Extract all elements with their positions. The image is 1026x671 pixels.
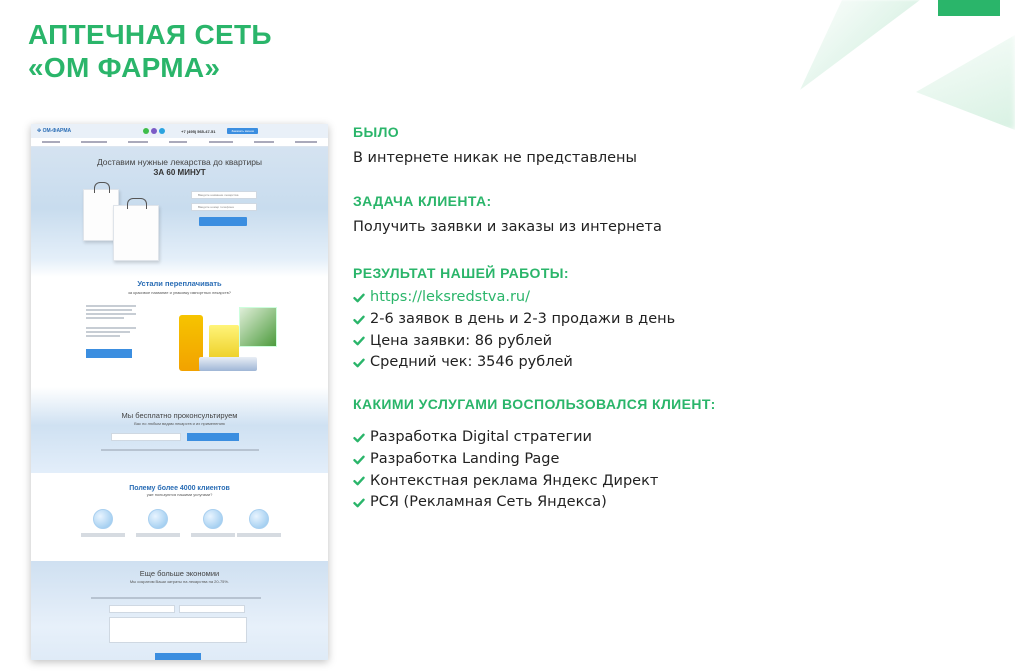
check-icon <box>353 314 365 326</box>
mock-consult-field <box>111 433 181 441</box>
result-item <box>353 352 675 374</box>
mock-stat-circle <box>148 509 168 529</box>
mock-phone: +7 (495) 565-47-51 <box>181 128 216 134</box>
decorative-triangle-left <box>800 0 920 90</box>
service-item-text: Контекстная реклама Яндекс Директ <box>370 472 659 489</box>
check-icon <box>353 292 365 304</box>
services-heading: КАКИМИ УСЛУГАМИ ВОСПОЛЬЗОВАЛСЯ КЛИЕНТ: <box>353 396 716 412</box>
mock-phone-field: Введите номер телефона <box>191 203 257 211</box>
task-heading: ЗАДАЧА КЛИЕНТА: <box>353 193 492 209</box>
mock-sec5-subtitle: Мы сократим Ваши затраты на лекарства на 20-75%. <box>129 579 230 584</box>
service-item <box>353 471 658 493</box>
check-icon <box>353 432 365 444</box>
mock-sec3-title: Мы бесплатно проконсультируем <box>121 411 238 420</box>
mock-savings-button <box>155 653 201 660</box>
service-item <box>353 492 658 514</box>
mock-header <box>31 124 328 138</box>
mock-sec4-title: Полему более 4000 клиентов <box>129 485 230 492</box>
mock-stat-circle <box>203 509 223 529</box>
service-item <box>353 449 658 471</box>
mock-nav-item <box>295 141 317 143</box>
service-item-text: РСЯ (Рекламная Сеть Яндекса) <box>370 494 607 511</box>
mock-savings-field <box>179 605 245 613</box>
service-item-text: Разработка Digital стратегии <box>370 429 592 445</box>
website-screenshot <box>31 124 328 660</box>
mock-product-box <box>239 307 277 347</box>
mock-stat-caption <box>237 533 281 537</box>
mock-sec3-subtitle: Вас по любым видам лекарств и их применению <box>134 421 225 426</box>
mock-sec2-title: Устали переплачивать <box>137 279 222 288</box>
mock-sec5-title: Еще больше экономии <box>139 569 220 578</box>
mock-nav-item <box>128 141 148 143</box>
services-list <box>353 427 658 514</box>
mock-sec2-button <box>86 349 132 358</box>
mock-stat-circle <box>249 509 269 529</box>
mock-social-icons <box>143 128 165 134</box>
decorative-green-bar <box>938 0 1000 16</box>
mock-logo: ✤ ОМ-ФАРМА <box>37 128 72 134</box>
check-icon <box>353 497 365 509</box>
mock-nav-item <box>209 141 233 143</box>
result-list <box>353 287 675 374</box>
before-text: В интернете никак не представлены <box>353 150 637 166</box>
task-text: Получить заявки и заказы из интернета <box>353 219 662 235</box>
mock-consult-note <box>101 449 259 451</box>
check-icon <box>353 335 365 347</box>
mock-hero-subtitle: ЗА 60 МИНУТ <box>153 168 206 177</box>
mock-savings-field <box>109 605 175 613</box>
mock-nav-item <box>169 141 187 143</box>
mock-stat-caption <box>81 533 125 537</box>
result-heading: РЕЗУЛЬТАТ НАШЕЙ РАБОТЫ: <box>353 265 569 281</box>
mock-sec4-subtitle: уже пользуются нашими услугами? <box>146 492 213 497</box>
mock-section-consult <box>31 387 328 473</box>
mock-callback-button: Заказать звонок <box>227 128 257 134</box>
mock-medicine-field: Введите название лекарства <box>191 191 257 199</box>
check-icon <box>353 475 365 487</box>
before-heading: БЫЛО <box>353 124 400 140</box>
page-title-line1: АПТЕЧНАЯ СЕТЬ <box>28 19 272 50</box>
viber-icon <box>151 128 157 134</box>
mock-section-savings <box>31 561 328 660</box>
result-item-text[interactable]: https://leksredstva.ru/ <box>370 289 530 305</box>
result-item <box>353 309 675 331</box>
service-item-text: Разработка Landing Page <box>370 450 560 467</box>
mock-sec2-subtitle: за красивое название и упаковку импортных лекарств? <box>128 290 231 295</box>
mock-wave <box>31 259 328 277</box>
mock-section-clients <box>31 473 328 561</box>
mock-text-lines <box>86 305 138 339</box>
result-item-text: Средний чек: 3546 рублей <box>370 354 573 371</box>
mock-consult-button <box>187 433 239 441</box>
mock-nav-item <box>81 141 107 143</box>
mock-stat-caption <box>191 533 235 537</box>
mock-hero <box>31 147 328 259</box>
mock-bag-image <box>113 205 159 261</box>
result-item <box>353 331 675 353</box>
check-icon <box>353 357 365 369</box>
mock-nav-item <box>42 141 60 143</box>
result-item-text: Цена заявки: 86 рублей <box>370 332 553 349</box>
result-item-text: 2-6 заявок в день и 2-3 продажи в день <box>370 310 676 327</box>
page-title-line2: «ОМ ФАРМА» <box>28 52 221 83</box>
mock-stat-circle <box>93 509 113 529</box>
mock-section-overpay <box>31 277 328 387</box>
result-item-site-link[interactable] <box>353 287 675 309</box>
mock-nav-item <box>254 141 274 143</box>
whatsapp-icon <box>143 128 149 134</box>
check-icon <box>353 454 365 466</box>
telegram-icon <box>159 128 165 134</box>
mock-hero-title: Доставим нужные лекарства до квартиры <box>96 157 263 167</box>
mock-hero-button <box>199 217 247 226</box>
mock-savings-textarea <box>109 617 247 643</box>
service-item <box>353 427 658 449</box>
mock-product-blister <box>199 357 257 371</box>
mock-savings-note <box>91 597 261 599</box>
page-title <box>28 18 272 84</box>
mock-stat-caption <box>136 533 180 537</box>
mock-nav <box>31 138 328 147</box>
decorative-triangle-right <box>905 35 1015 130</box>
